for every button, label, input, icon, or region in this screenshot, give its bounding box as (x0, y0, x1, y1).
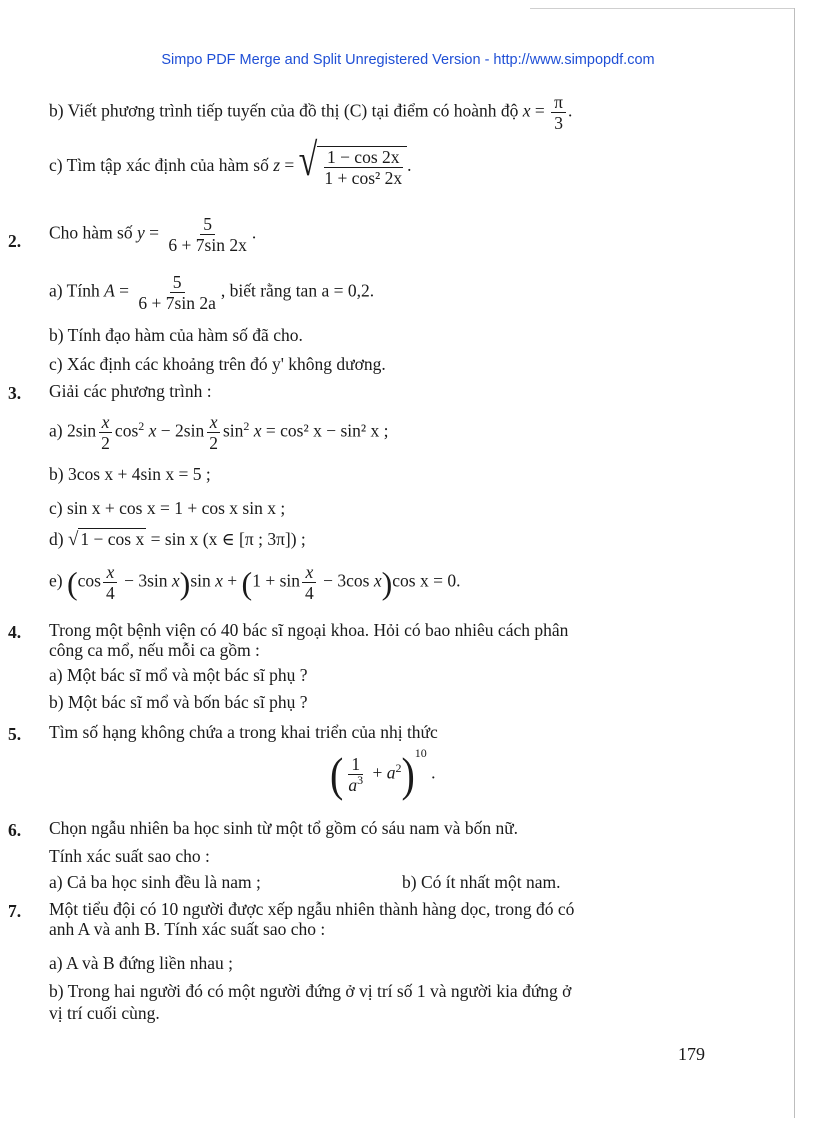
exercise-4b: b) Một bác sĩ mổ và bốn bác sĩ phụ ? (49, 692, 308, 712)
exercise-number-7: 7. (8, 901, 22, 921)
exercise-7-line1: Một tiểu đội có 10 người được xếp ngẫu nhiên thành hàng dọc, trong đó có (49, 899, 575, 919)
exercise-number-6: 6. (8, 820, 22, 840)
exercise-2a: a) Tính A = $\frac{5}{6 + 7\sin 2a}$ , biết rằng tan a = 0,2. (49, 272, 375, 314)
exercise-2c: c) Xác định các khoảng trên đó y' không dương. (49, 354, 386, 374)
exercise-5-text: Tìm số hạng không chứa a trong khai triển của nhị thức (49, 722, 438, 742)
exercise-6a: a) Cả ba học sinh đều là nam ; (49, 872, 261, 892)
exercise-4a: a) Một bác sĩ mổ và một bác sĩ phụ ? (49, 665, 308, 685)
exercise-6-line1: Chọn ngẫu nhiên ba học sinh từ một tổ gồm có sáu nam và bốn nữ. (49, 818, 519, 838)
page-number: 179 (678, 1044, 705, 1064)
var-z: z (273, 155, 281, 176)
exercise-7-line2: anh A và anh B. Tính xác suất sao cho : (49, 919, 326, 939)
exercise-2: Cho hàm số y = $\frac{5}{6 + 7\sin 2x}$ . (49, 214, 257, 256)
binomial-expression: ( $\frac{1}{a^3}$ + $a^2)^{10}$ . (330, 745, 436, 802)
exercise-7b-line2: vị trí cuối cùng. (49, 1003, 160, 1023)
fraction-5-over: $\frac{5}{6 + 7\sin 2x}$ (168, 214, 247, 256)
exercise-1c: c) Tìm tập xác định của hàm số z = √ $\frac{1 - \cos 2x}{\text{1 + cos² 2x}}$ . (49, 135, 412, 189)
exercise-3-title: Giải các phương trình : (49, 381, 212, 401)
page-edge-top (530, 8, 794, 9)
sqrt-expression: √ $\frac{1 - \cos 2x}{\text{1 + cos² 2x}}$ (299, 146, 408, 188)
exercise-number-4: 4. (8, 622, 22, 642)
exercise-2b: b) Tính đạo hàm của hàm số đã cho. (49, 325, 303, 345)
exercise-3a: a) 2sin $\frac{x}{2}$ $\cos^2 x - 2\sin$ $\frac{x}{2}$ $\sin^2 x = \cos^2$ x − sin² x ; (49, 412, 389, 454)
exercise-4-line2: công ca mổ, nếu mỗi ca gồm : (49, 640, 260, 660)
exercise-number-3: 3. (8, 383, 22, 403)
exercise-1b-text: b) Viết phương trình tiếp tuyến của đồ thị (C) tại điểm có hoành độ (49, 100, 519, 121)
exercise-3c: c) sin x + cos x = 1 + cos x sin x ; (49, 498, 286, 518)
exercise-3b: b) 3cos x + 4sin x = 5 ; (49, 464, 211, 484)
exercise-1c-text: c) Tìm tập xác định của hàm số (49, 155, 269, 176)
exercise-7b-line1: b) Trong hai người đó có một người đứng ở vị trí số 1 và người kia đứng ở (49, 981, 572, 1001)
exercise-3e: e) (cos $\frac{x}{4}$ − 3sin x)sin x + (1 + sin $\frac{x}{4}$ − 3cos x)cos x = 0. (49, 562, 461, 604)
exercise-4-line1: Trong một bệnh viện có 40 bác sĩ ngoại khoa. Hỏi có bao nhiêu cách phân (49, 620, 569, 640)
exercise-number-2: 2. (8, 231, 22, 251)
watermark-text: Simpo PDF Merge and Split Unregistered Version - http://www.simpopdf.com (161, 52, 655, 68)
exercise-number-5: 5. (8, 724, 22, 744)
exercise-6-line2: Tính xác suất sao cho : (49, 846, 210, 866)
fraction-pi-3: $\frac{\pi}{3}$ (551, 92, 566, 133)
page-edge-right (794, 8, 795, 1118)
exercise-1b: b) Viết phương trình tiếp tuyến của đồ thị (C) tại điểm có hoành độ x = $\frac{\pi}{3}$ . (49, 92, 573, 134)
exercise-7a: a) A và B đứng liền nhau ; (49, 953, 233, 973)
exercise-3d: d) √ 1 − cos x = sin x (x ∈ [π ; 3π]) ; (49, 529, 306, 550)
exercise-6b: b) Có ít nhất một nam. (402, 872, 561, 892)
var-x: x (522, 100, 531, 121)
